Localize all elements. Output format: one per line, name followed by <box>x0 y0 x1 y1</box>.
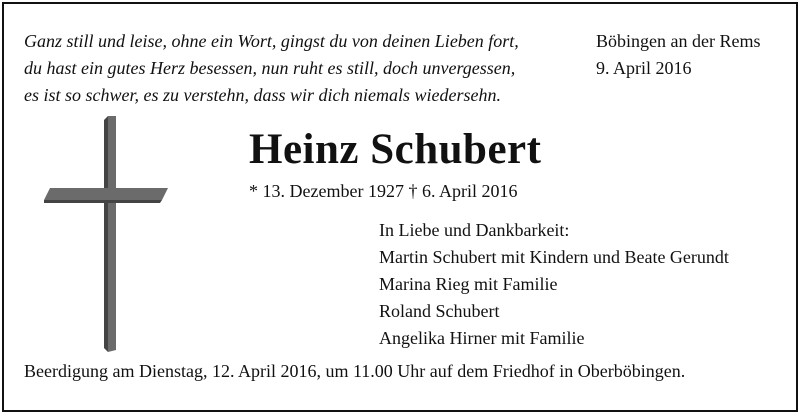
poem-line: Ganz still und leise, ohne ein Wort, gingst du von deinen Lieben fort, <box>24 31 519 51</box>
mourner-entry: Martin Schubert mit Kindern und Beate Gerundt <box>379 247 729 267</box>
mourner-entry: Angelika Hirner mit Familie <box>379 328 585 348</box>
date-text: 9. April 2016 <box>596 58 692 78</box>
mourners-intro: In Liebe und Dankbarkeit: <box>379 220 570 240</box>
mourner-entry: Marina Rieg mit Familie <box>379 274 558 294</box>
obituary-notice <box>2 2 798 412</box>
mourner-entry: Roland Schubert <box>379 301 500 321</box>
poem <box>24 28 544 109</box>
poem-line: du hast ein gutes Herz besessen, nun ruht es still, doch unvergessen, <box>24 58 516 78</box>
funeral-announcement: Beerdigung am Dienstag, 12. April 2016, um 11.00 Uhr auf dem Friedhof in Oberböbingen. <box>24 361 686 381</box>
deceased-name: Heinz Schubert <box>249 126 542 173</box>
poem-line: es ist so schwer, es zu verstehn, dass wir dich niemals wiedersehn. <box>24 85 501 105</box>
place-text: Böbingen an der Rems <box>596 31 761 51</box>
mourners-list <box>379 217 729 352</box>
cross-icon <box>44 116 168 352</box>
place-date <box>596 28 760 82</box>
life-dates: * 13. Dezember 1927 † 6. April 2016 <box>249 181 518 201</box>
